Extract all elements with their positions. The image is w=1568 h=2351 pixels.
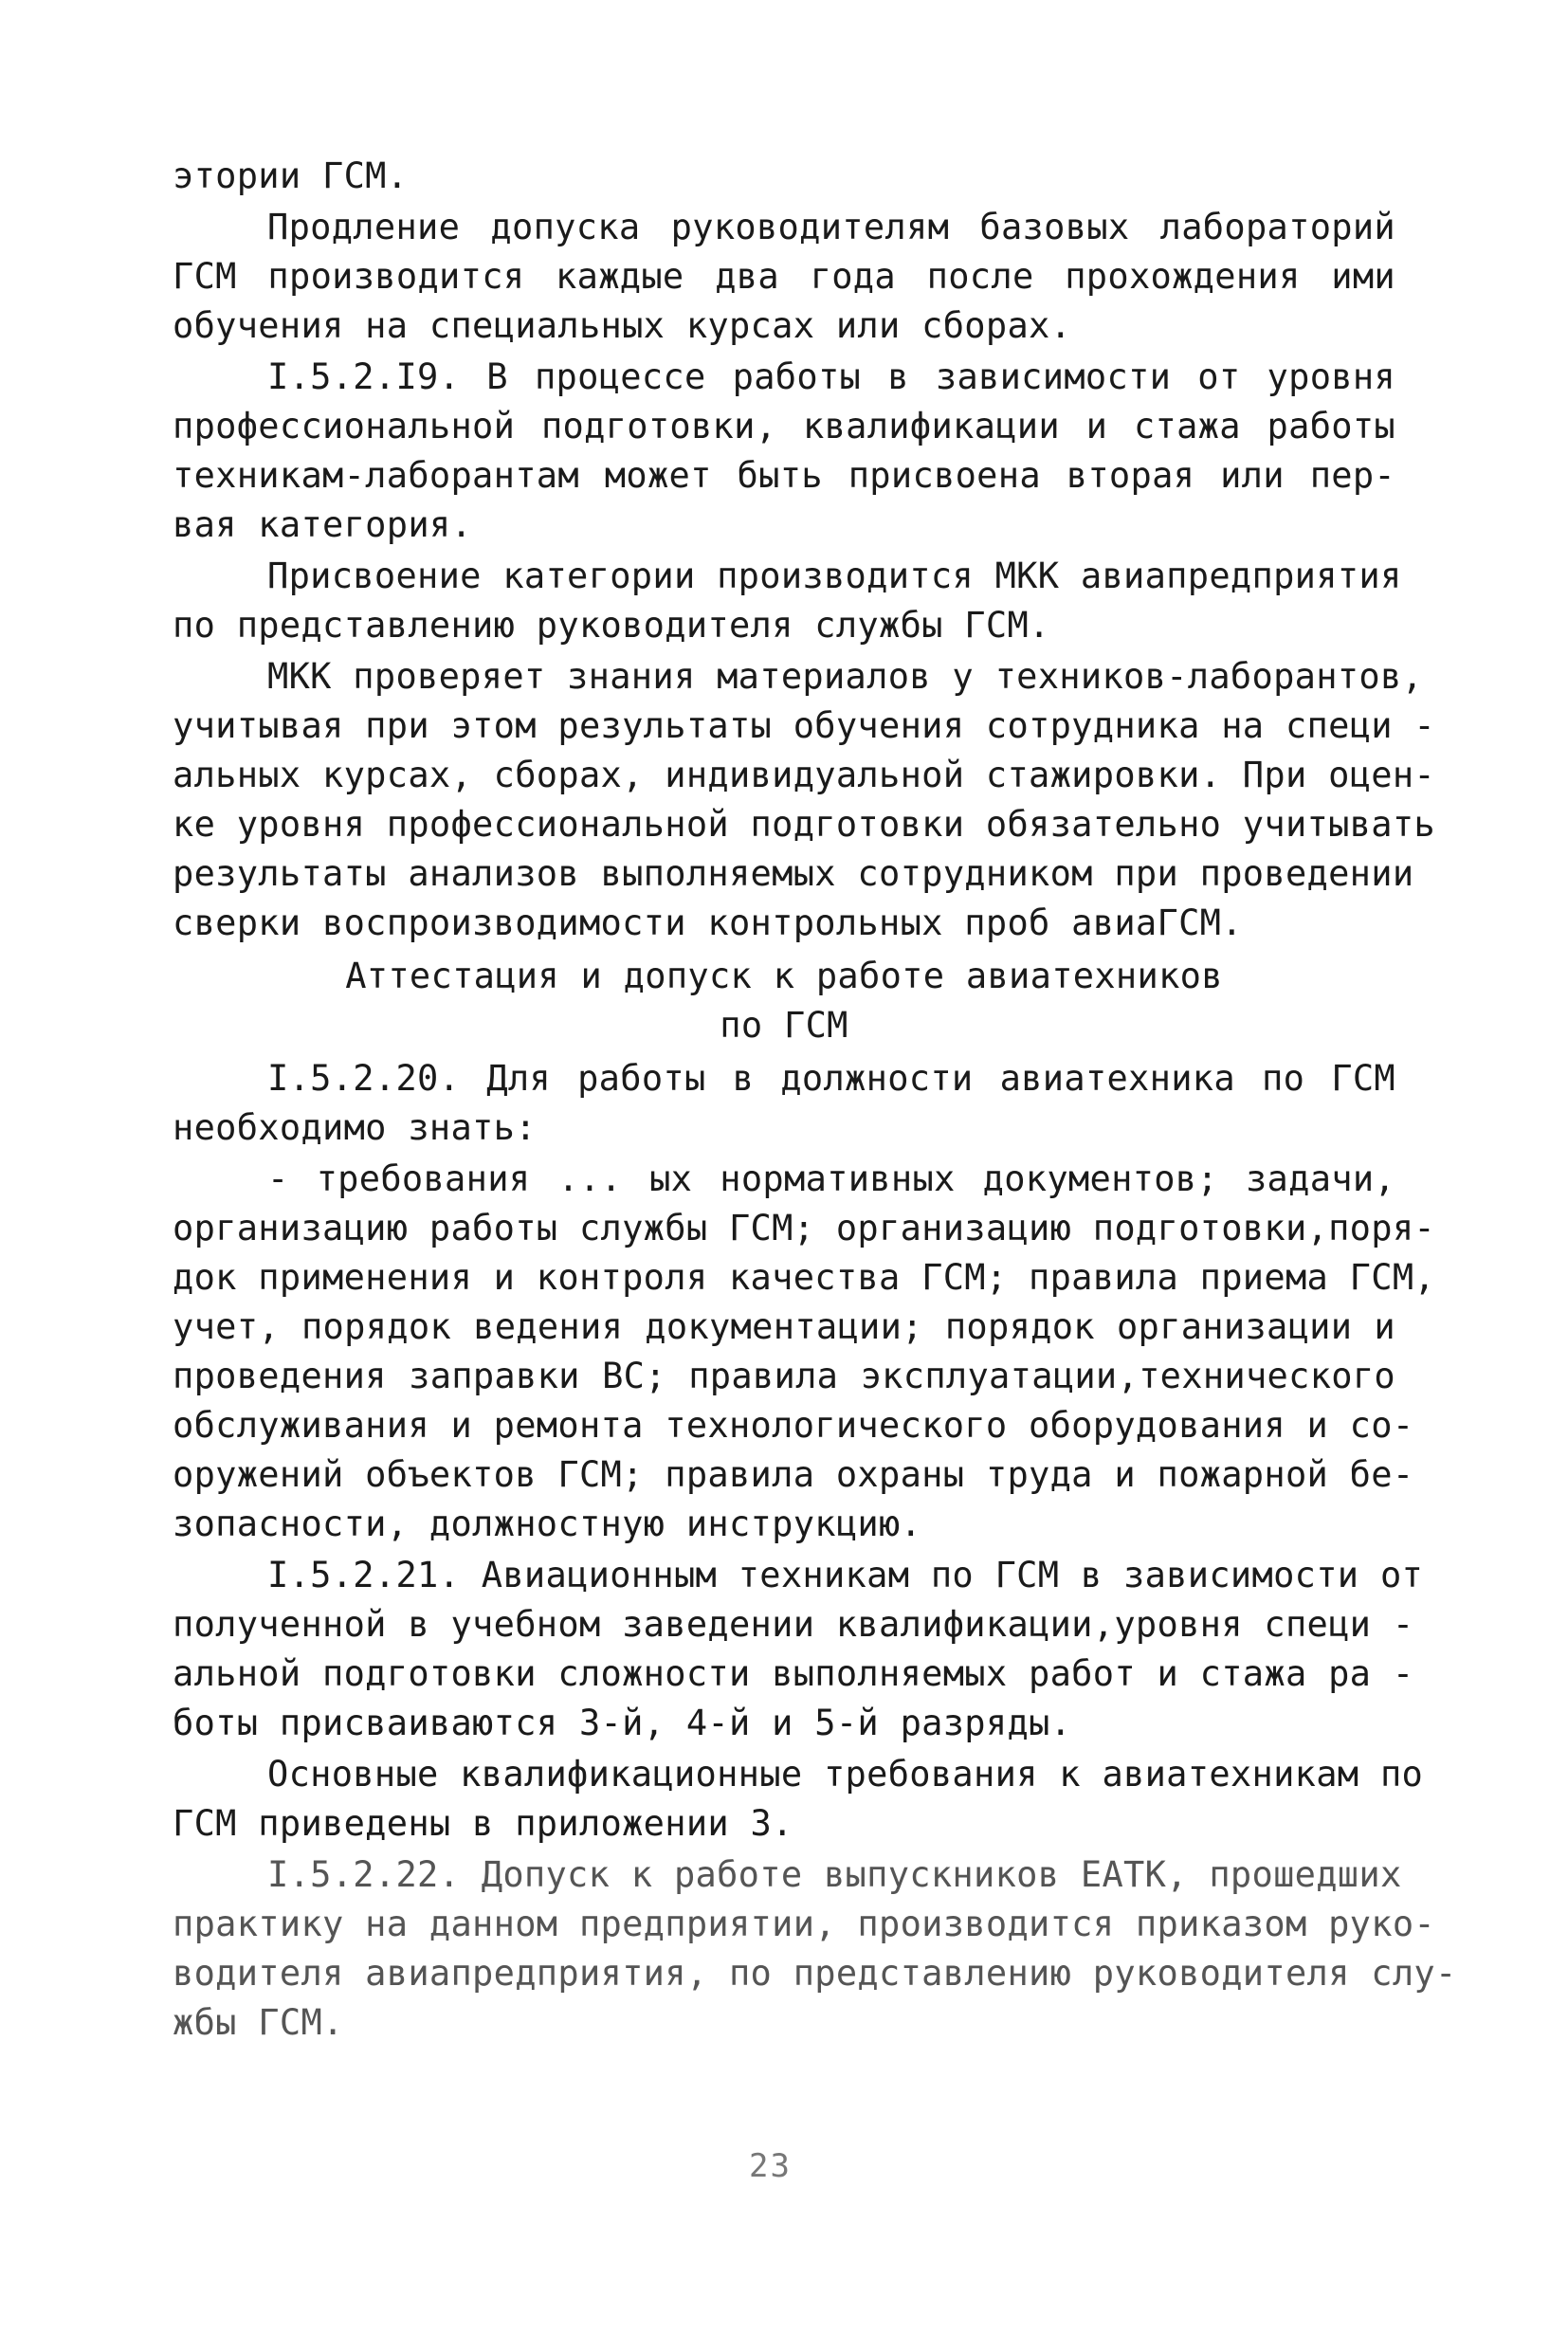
- text-line: боты присваиваются 3-й, 4-й и 5-й разряды.: [173, 1703, 1072, 1743]
- paragraph-first-line: МКК проверяет знания материалов у техников-лаборантов,: [267, 656, 1424, 697]
- section-heading: Аттестация и допуск к работе авиатехников: [345, 956, 1223, 996]
- text-line: практику на данном предприятии, производится приказом руко-: [173, 1904, 1435, 1944]
- text-line: вая категория.: [173, 504, 473, 545]
- text-line: ке уровня профессиональной подготовки обязательно учитывать: [173, 804, 1435, 845]
- text-line: альных курсах, сборах, индивидуальной стажировки. При оцен-: [173, 755, 1435, 795]
- text-line: учет, порядок ведения документации; порядок организации и: [173, 1306, 1395, 1347]
- text-line: необходимо знать:: [173, 1107, 537, 1148]
- text-line: результаты анализов выполняемых сотрудником при проведении: [173, 853, 1414, 894]
- clause-1-5-2-19: I.5.2.I9. В процессе работы в зависимости от уровня: [267, 356, 1395, 397]
- clause-1-5-2-20: I.5.2.20. Для работы в должности авиатехника по ГСМ: [267, 1058, 1395, 1099]
- text-line: учитывая при этом результаты обучения сотрудника на специ -: [173, 705, 1435, 746]
- paragraph-first-line: Продление допуска руководителям базовых лабораторий: [267, 207, 1395, 247]
- page-number: 23: [749, 2147, 792, 2185]
- list-item: - требования ... ых нормативных документов; задачи,: [267, 1158, 1395, 1199]
- text-line: проведения заправки ВС; правила эксплуатации,технического: [173, 1356, 1395, 1396]
- text-line: по представлению руководителя службы ГСМ.: [173, 605, 1050, 646]
- clause-1-5-2-22: I.5.2.22. Допуск к работе выпускников ЕАТК, прошедших: [267, 1854, 1402, 1895]
- text-line: жбы ГСМ.: [173, 2002, 344, 2043]
- text-line: этории ГСМ.: [173, 155, 409, 196]
- text-line: сверки воспроизводимости контрольных проб авиаГСМ.: [173, 902, 1243, 943]
- text-line: профессиональной подготовки, квалификации и стажа работы: [173, 406, 1395, 447]
- section-heading-continued: по ГСМ: [720, 1005, 848, 1046]
- clause-1-5-2-21: I.5.2.21. Авиационным техникам по ГСМ в зависимости от: [267, 1555, 1424, 1595]
- text-line: водителя авиапредприятия, по представлению руководителя слу-: [173, 1953, 1457, 1994]
- text-line: альной подготовки сложности выполняемых работ и стажа ра -: [173, 1653, 1414, 1694]
- text-line: обучения на специальных курсах или сборах.: [173, 305, 1072, 346]
- text-line: оружений объектов ГСМ; правила охраны труда и пожарной бе-: [173, 1454, 1414, 1495]
- text-line: организацию работы службы ГСМ; организацию подготовки,поря-: [173, 1208, 1435, 1248]
- text-line: ГСМ производится каждые два года после прохождения ими: [173, 256, 1395, 297]
- text-line: зопасности, должностную инструкцию.: [173, 1504, 922, 1544]
- text-line: обслуживания и ремонта технологического оборудования и со-: [173, 1405, 1414, 1446]
- paragraph-first-line: Основные квалификационные требования к авиатехникам по: [267, 1754, 1424, 1795]
- text-line: ГСМ приведены в приложении 3.: [173, 1803, 793, 1844]
- text-line: техникам-лаборантам может быть присвоена вторая или пер-: [173, 455, 1395, 496]
- text-line: док применения и контроля качества ГСМ; правила приема ГСМ,: [173, 1257, 1435, 1298]
- paragraph-first-line: Присвоение категории производится МКК авиапредприятия: [267, 556, 1402, 596]
- text-line: полученной в учебном заведении квалификации,уровня специ -: [173, 1604, 1414, 1645]
